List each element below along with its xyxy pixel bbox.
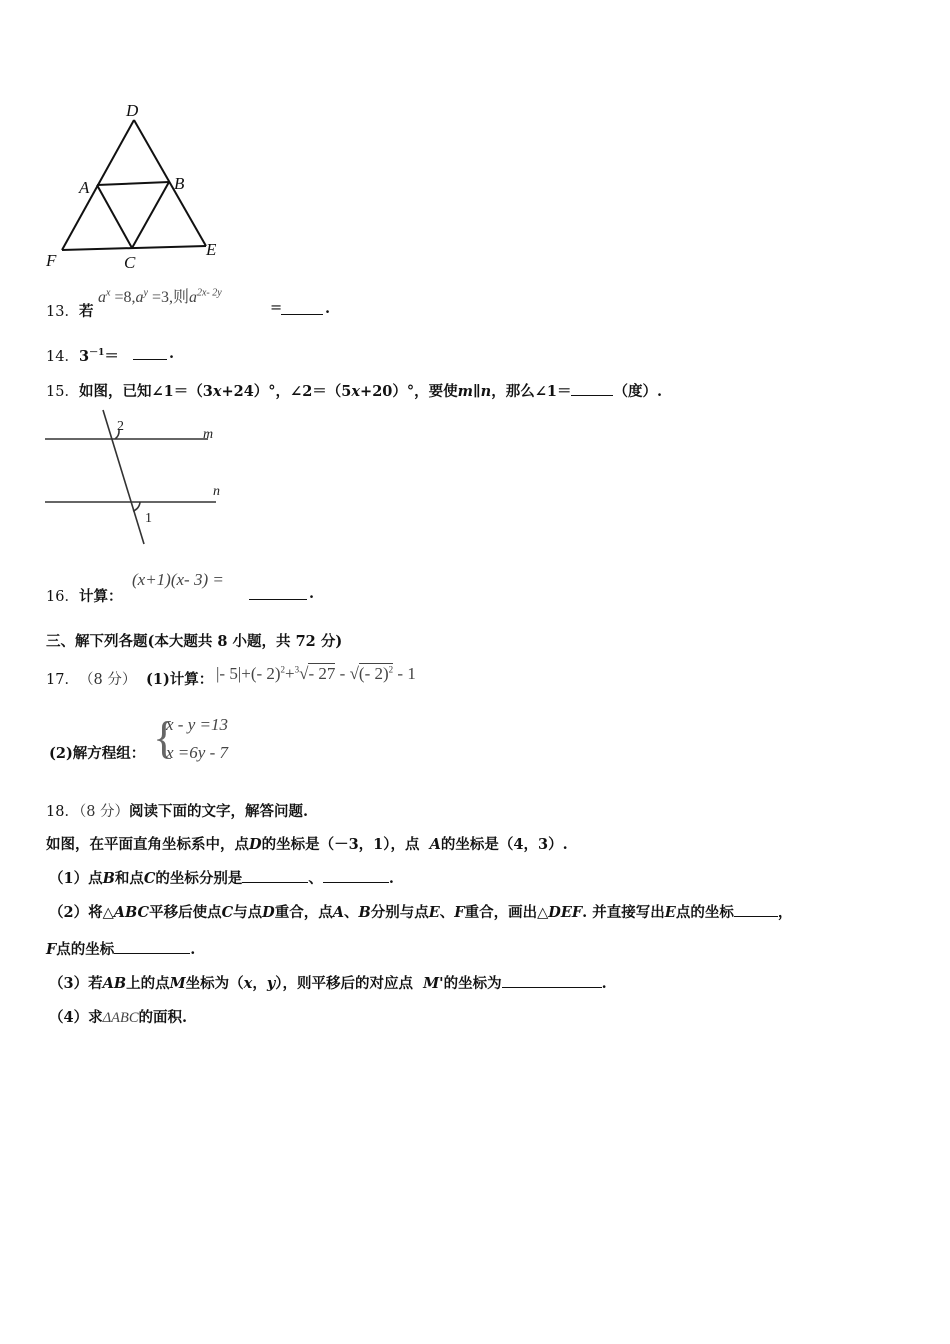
- question-end: .: [169, 345, 175, 362]
- label-E: E: [206, 240, 217, 259]
- section-title: 三、解下列各题(本大题共 8 小题，共 72 分): [46, 633, 343, 650]
- system-eq-1: x - y =13: [166, 715, 228, 734]
- part-3: （3）若AB上的点M坐标为（x，y），则平移后的对应点 M'的坐标为 .: [49, 975, 607, 992]
- question-13: [46, 282, 446, 322]
- formula-exponents: $a^x =8,a^y =3$,则$a^{2x- 2y}$: [98, 287, 222, 306]
- question-end: .: [325, 300, 331, 317]
- part-2-line-2: F点的坐标 .: [46, 941, 196, 958]
- system-brace: {: [153, 712, 176, 763]
- question-number: 13．: [46, 304, 79, 320]
- question-number: 16．: [46, 589, 79, 605]
- label-D: D: [126, 101, 139, 120]
- part-1-label: (1)计算：: [146, 671, 214, 688]
- question-number: 15．: [46, 384, 79, 400]
- answer-blank[interactable]: [281, 300, 323, 315]
- answer-blank-b[interactable]: [242, 868, 308, 883]
- angle-2-label: 2: [117, 419, 124, 434]
- angle-1-label: 1: [145, 511, 152, 526]
- answer-blank-e[interactable]: [734, 902, 778, 917]
- question-label: 计算：: [79, 588, 123, 605]
- label-B: B: [174, 174, 185, 193]
- parallel-lines-figure: [40, 406, 240, 551]
- question-score: （8 分）: [79, 672, 137, 688]
- question-18-header: 18．（8 分）阅读下面的文字，解答问题.: [46, 803, 309, 820]
- question-14: [46, 345, 246, 367]
- answer-blank[interactable]: [571, 381, 613, 396]
- answer-blank-m[interactable]: [502, 973, 602, 988]
- question-17: [46, 662, 526, 772]
- question-end: .: [309, 585, 315, 602]
- part-4: （4）求ΔABC的面积.: [49, 1009, 188, 1026]
- question-text: 如图，已知∠1＝（3x+24）°，∠2＝（5x+20）°，要使m∥n，那么∠1＝ （度）.: [79, 383, 663, 400]
- triangle-figure: [40, 98, 240, 278]
- part-2-line-1: （2）将△ABC平移后使点C与点D重合，点A、B分别与点E、F重合，画出△DEF. 并直接写出E点的坐标 ，: [49, 904, 793, 921]
- part-1-expression: |- 5|+(- 2)$^2$+$^3$√- 27 - √(- 2)$^2$ - 1: [216, 664, 416, 683]
- question-number: 17．: [46, 672, 79, 688]
- label-A: A: [79, 178, 90, 197]
- equals-sign: =: [270, 300, 283, 316]
- system-eq-2: x =6y - 7: [166, 743, 228, 762]
- question-number: 14．: [46, 349, 79, 365]
- question-16: [46, 570, 366, 606]
- power-expression: $3^{-1}=$: [79, 348, 119, 365]
- answer-blank[interactable]: [133, 345, 167, 360]
- question-18: [46, 800, 926, 1040]
- part-1: （1）点B和点C的坐标分别是 、 .: [49, 870, 394, 887]
- answer-blank-f[interactable]: [114, 939, 190, 954]
- line-m-label: m: [203, 427, 214, 442]
- label-C: C: [124, 253, 136, 272]
- answer-blank[interactable]: [249, 585, 307, 600]
- answer-blank-c[interactable]: [323, 868, 389, 883]
- line-n-label: n: [213, 484, 220, 499]
- question-prefix: 若: [79, 303, 94, 320]
- question-18-intro: 如图，在平面直角坐标系中，点D的坐标是（－3，1），点 A的坐标是（4，3）.: [46, 836, 568, 853]
- question-15: [46, 380, 746, 402]
- label-F: F: [46, 251, 57, 270]
- part-2-label: (2)解方程组：: [49, 745, 146, 762]
- expression: (x+1)(x- 3) =: [132, 570, 224, 589]
